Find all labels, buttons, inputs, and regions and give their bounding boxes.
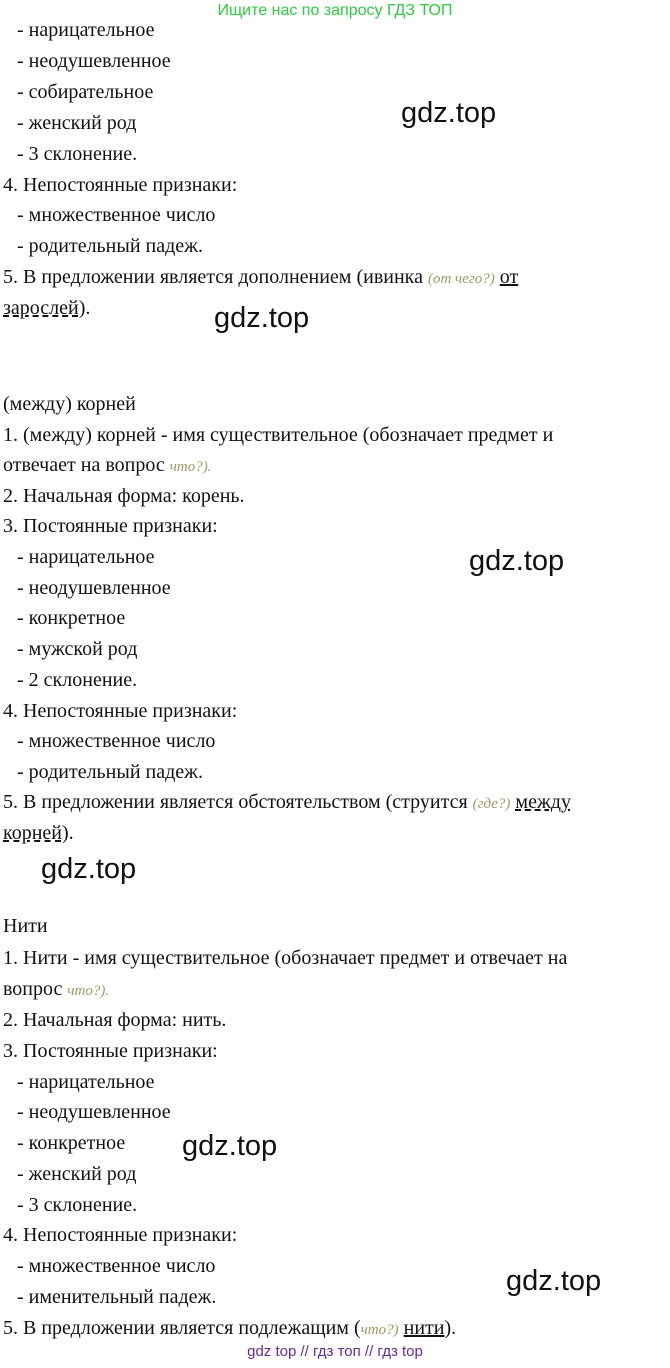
heading-line: 4. Непостоянные признаки: <box>3 700 238 722</box>
heading-line: 3. Постоянные признаки: <box>3 515 218 537</box>
analysis-line: 1. (между) корней - имя существительное (обозначает предмет и <box>3 424 554 446</box>
watermark: gdz.top <box>506 1265 602 1297</box>
feature-line: - 3 склонение. <box>17 143 138 165</box>
watermark: gdz.top <box>214 302 310 334</box>
feature-line: - именительный падеж. <box>17 1286 217 1308</box>
analysis-line: 1. Нити - имя существительное (обозначает предмет и отвечает на <box>3 947 568 969</box>
feature-line: - родительный падеж. <box>17 235 203 257</box>
feature-line: - 2 склонение. <box>17 669 138 691</box>
watermark: gdz.top <box>41 853 137 885</box>
word-title: (между) корней <box>3 393 136 415</box>
feature-line: - множественное число <box>17 730 216 752</box>
feature-line: - нарицательное <box>17 19 155 41</box>
feature-line: - неодушевленное <box>17 1101 171 1123</box>
syntax-line: 5. В предложении является дополнением (ивинка (от чего?) от <box>3 266 519 288</box>
analysis-line: 2. Начальная форма: корень. <box>3 485 245 507</box>
watermark: gdz.top <box>469 545 565 577</box>
underlined-word: от <box>499 266 519 288</box>
heading-line: 4. Непостоянные признаки: <box>3 1224 238 1246</box>
analysis-line: отвечает на вопрос что?). <box>3 454 212 476</box>
question-hint: что?). <box>67 983 110 999</box>
watermark: gdz.top <box>401 97 497 129</box>
underlined-word: корней <box>3 822 62 844</box>
underlined-word: между <box>515 791 571 813</box>
syntax-line: 5. В предложении является обстоятельством (струится (где?) между <box>3 791 571 813</box>
question-hint: что?) <box>360 1322 399 1338</box>
feature-line: - множественное число <box>17 204 216 226</box>
watermark: gdz.top <box>182 1130 278 1162</box>
feature-line: - нарицательное <box>17 1071 155 1093</box>
syntax-line: 5. В предложении является подлежащим (что?) нити). <box>3 1317 457 1339</box>
feature-line: - собирательное <box>17 81 154 103</box>
feature-line: - конкретное <box>17 1132 126 1154</box>
question-hint: (от чего?) <box>427 271 495 287</box>
feature-line: - родительный падеж. <box>17 761 203 783</box>
question-hint: что?). <box>169 459 212 475</box>
underlined-word: нити <box>403 1317 445 1339</box>
feature-line: - нарицательное <box>17 546 155 568</box>
question-hint: (где?) <box>472 796 511 812</box>
feature-line: - неодушевленное <box>17 50 171 72</box>
feature-line: - женский род <box>17 1163 137 1185</box>
feature-line: - конкретное <box>17 607 126 629</box>
analysis-line: вопрос что?). <box>3 978 110 1000</box>
feature-line: - неодушевленное <box>17 577 171 599</box>
feature-line: - 3 склонение. <box>17 1194 138 1216</box>
underlined-word: зарослей <box>3 297 79 319</box>
footer-watermark: gdz top // гдз топ // гдз top <box>247 1343 423 1360</box>
syntax-line-cont: корней). <box>3 822 74 844</box>
analysis-line: 2. Начальная форма: нить. <box>3 1009 227 1031</box>
feature-line: - женский род <box>17 112 137 134</box>
word-title: Нити <box>3 915 48 937</box>
syntax-line-cont: зарослей). <box>3 297 91 319</box>
top-banner: Ищите нас по запросу ГДЗ ТОП <box>217 2 453 19</box>
heading-line: 3. Постоянные признаки: <box>3 1040 218 1062</box>
feature-line: - мужской род <box>17 638 138 660</box>
heading-line: 4. Непостоянные признаки: <box>3 174 238 196</box>
feature-line: - множественное число <box>17 1255 216 1277</box>
